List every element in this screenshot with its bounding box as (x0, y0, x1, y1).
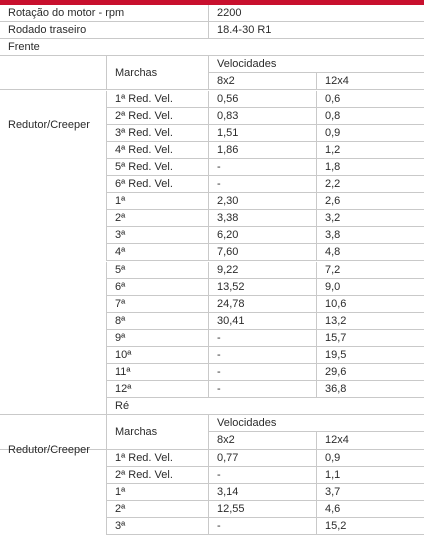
reverse-normal-speed-12x4: 4,6 (316, 501, 424, 518)
table-row (0, 467, 424, 484)
forward-normal-gear: 7ª (106, 296, 208, 313)
reverse-creeper-gear: 1ª Red. Vel. (106, 450, 208, 467)
table-row (0, 347, 424, 364)
reverse-title-left-blank (0, 398, 106, 414)
reverse-normal-speed-8x2: 12,55 (208, 501, 316, 518)
forward-normal-speed-8x2: 13,52 (208, 279, 316, 296)
forward-normal-speed-12x4: 13,2 (316, 313, 424, 330)
table-row (0, 125, 424, 142)
forward-creeper-speed-12x4: 1,8 (316, 159, 424, 176)
table-row (0, 159, 424, 176)
forward-creeper-speed-12x4: 2,2 (316, 176, 424, 193)
engine-speed-row (0, 5, 424, 22)
reverse-group-label: Redutor/Creeper (8, 443, 90, 456)
forward-creeper-speed-12x4: 0,9 (316, 125, 424, 142)
forward-normal-speed-8x2: 24,78 (208, 296, 316, 313)
table-row (0, 244, 424, 261)
table-row (0, 108, 424, 125)
forward-normal-speed-12x4: 7,2 (316, 262, 424, 279)
forward-creeper-gear: 1ª Red. Vel. (106, 91, 208, 108)
engine-speed-label: Rotação do motor - rpm (8, 7, 125, 19)
reverse-col-b-header: 12x4 (316, 432, 424, 449)
forward-normal-gear: 1ª (106, 193, 208, 210)
engine-speed-value: 2200 (208, 5, 424, 21)
forward-normal-speed-8x2: - (208, 347, 316, 364)
reverse-speeds-header: Velocidades (208, 415, 424, 432)
reverse-normal-gear: 2ª (106, 501, 208, 518)
forward-normal-gear: 8ª (106, 313, 208, 330)
forward-creeper-gear: 2ª Red. Vel. (106, 108, 208, 125)
forward-normal-gear: 11ª (106, 364, 208, 381)
reverse-normal-speed-12x4: 15,2 (316, 518, 424, 535)
forward-creeper-speed-8x2: - (208, 159, 316, 176)
table-row (0, 142, 424, 159)
forward-normal-gear: 6ª (106, 279, 208, 296)
table-row (0, 330, 424, 347)
table-row (0, 313, 424, 330)
forward-normal-speed-8x2: - (208, 330, 316, 347)
forward-group-label: Redutor/Creeper (8, 118, 90, 131)
forward-normal-speed-12x4: 15,7 (316, 330, 424, 347)
table-row (0, 227, 424, 244)
forward-normal-speed-12x4: 3,2 (316, 210, 424, 227)
reverse-normal-speed-12x4: 3,7 (316, 484, 424, 501)
reverse-normal-speed-8x2: - (208, 518, 316, 535)
forward-normal-speed-8x2: 2,30 (208, 193, 316, 210)
rear-wheel-row (0, 22, 424, 39)
forward-col-a-header: 8x2 (208, 73, 316, 90)
forward-header-row (0, 56, 424, 90)
reverse-creeper-speed-12x4: 0,9 (316, 450, 424, 467)
table-row (0, 176, 424, 193)
reverse-creeper-speed-8x2: 0,77 (208, 450, 316, 467)
forward-normal-speed-8x2: 3,38 (208, 210, 316, 227)
forward-normal-speed-12x4: 19,5 (316, 347, 424, 364)
forward-creeper-speed-8x2: 1,86 (208, 142, 316, 159)
forward-creeper-speed-8x2: - (208, 176, 316, 193)
forward-normal-speed-8x2: 9,22 (208, 262, 316, 279)
forward-normal-speed-8x2: 7,60 (208, 244, 316, 261)
reverse-creeper-speed-12x4: 1,1 (316, 467, 424, 484)
forward-creeper-speed-12x4: 0,8 (316, 108, 424, 125)
reverse-title: Ré (106, 398, 129, 414)
forward-normal-speed-8x2: 6,20 (208, 227, 316, 244)
table-row (0, 262, 424, 279)
rear-wheel-label: Rodado traseiro (8, 24, 87, 37)
table-row (0, 364, 424, 381)
forward-creeper-gear: 4ª Red. Vel. (106, 142, 208, 159)
forward-normal-speed-8x2: - (208, 364, 316, 381)
forward-creeper-speed-8x2: 0,56 (208, 91, 316, 108)
forward-normal-speed-12x4: 2,6 (316, 193, 424, 210)
forward-normal-gear: 4ª (106, 244, 208, 261)
forward-normal-speed-12x4: 4,8 (316, 244, 424, 261)
reverse-normal-gear: 1ª (106, 484, 208, 501)
forward-normal-speed-12x4: 3,8 (316, 227, 424, 244)
forward-normal-speed-8x2: 30,41 (208, 313, 316, 330)
table-row (0, 193, 424, 210)
forward-normal-gear: 10ª (106, 347, 208, 364)
reverse-normal-speed-8x2: 3,14 (208, 484, 316, 501)
table-row (0, 279, 424, 296)
forward-speeds-header: Velocidades (208, 56, 424, 73)
forward-gears-header: Marchas (106, 56, 208, 89)
forward-normal-speed-12x4: 29,6 (316, 364, 424, 381)
reverse-col-a-header: 8x2 (208, 432, 316, 449)
reverse-creeper-speed-8x2: - (208, 467, 316, 484)
reverse-normal-gear: 3ª (106, 518, 208, 535)
forward-normal-gear: 2ª (106, 210, 208, 227)
forward-normal-speed-12x4: 10,6 (316, 296, 424, 313)
forward-normal-gear: 9ª (106, 330, 208, 347)
rear-wheel-value: 18.4-30 R1 (208, 22, 424, 38)
table-row (0, 484, 424, 501)
table-row (0, 91, 424, 108)
forward-creeper-speed-12x4: 0,6 (316, 91, 424, 108)
forward-normal-speed-12x4: 36,8 (316, 381, 424, 398)
forward-section-title (0, 39, 424, 56)
forward-creeper-speed-12x4: 1,2 (316, 142, 424, 159)
forward-creeper-gear: 3ª Red. Vel. (106, 125, 208, 142)
forward-col-b-header: 12x4 (316, 73, 424, 90)
forward-creeper-speed-8x2: 1,51 (208, 125, 316, 142)
table-row (0, 450, 424, 467)
forward-normal-gear: 5ª (106, 262, 208, 279)
table-row (0, 381, 424, 398)
forward-title: Frente (8, 41, 40, 54)
reverse-creeper-gear: 2ª Red. Vel. (106, 467, 208, 484)
forward-creeper-gear: 5ª Red. Vel. (106, 159, 208, 176)
reverse-gears-header: Marchas (106, 415, 208, 448)
forward-normal-speed-12x4: 9,0 (316, 279, 424, 296)
table-row (0, 501, 424, 518)
forward-normal-gear: 3ª (106, 227, 208, 244)
forward-creeper-speed-8x2: 0,83 (208, 108, 316, 125)
forward-normal-speed-8x2: - (208, 381, 316, 398)
table-row (0, 518, 424, 535)
forward-normal-gear: 12ª (106, 381, 208, 398)
table-row (0, 296, 424, 313)
table-row (0, 210, 424, 227)
forward-creeper-gear: 6ª Red. Vel. (106, 176, 208, 193)
reverse-section-title (0, 398, 424, 415)
